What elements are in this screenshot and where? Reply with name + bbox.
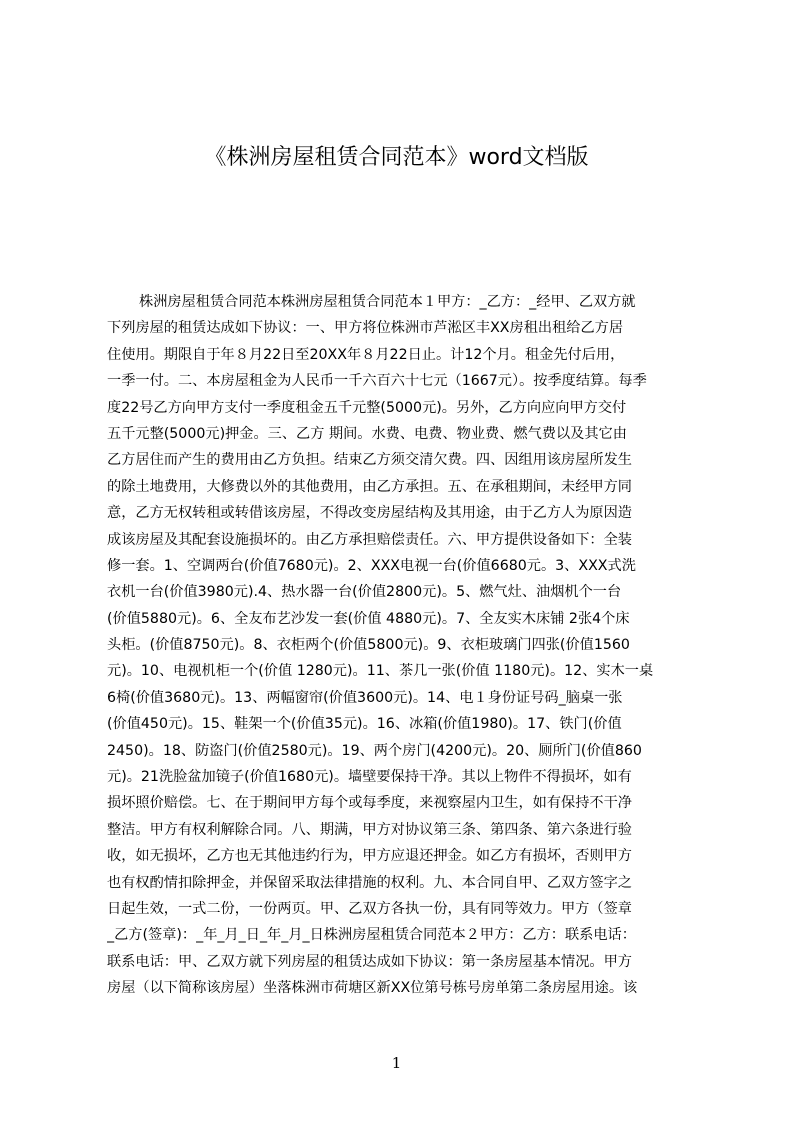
document-body bbox=[107, 289, 699, 1002]
body-line: 下列房屋的租赁达成如下协议：一、甲方将位株洲市芦淞区丰XX房租出租给乙方居 bbox=[107, 320, 624, 337]
body-line: 元)。21洗脸盆加镜子(价值1680元)。墙壁要保持干净。其以上物件不得损坏，如有 bbox=[107, 769, 632, 786]
body-line: 6椅(价值3680元)。13、两幅窗帘(价值3600元)。14、电１身份证号码_脑桌一张 bbox=[107, 689, 623, 706]
body-line: 损坏照价赔偿。七、在于期间甲方每个或每季度，来视察屋内卫生，如有保持不干净 bbox=[107, 795, 632, 812]
body-line: 2450)。18、防盗门(价值2580元)。19、两个房门(4200元)。20、厕所门(价值860 bbox=[107, 742, 642, 759]
body-line: 意，乙方无权转租或转借该房屋，不得改变房屋结构及其用途，由于乙方人为原因造 bbox=[107, 505, 632, 522]
body-line: 乙方居住而产生的费用由乙方负担。结束乙方须交清欠费。四、因组用该房屋所发生 bbox=[107, 452, 632, 469]
body-line: 头柜。(价值8750元)。8、衣柜两个(价值5800元)。9、衣柜玻璃门四张(价值1560 bbox=[107, 637, 630, 654]
body-line: 修一套。1、空调两台(价值7680元)。2、XXX电视一台(价值6680元。3、XXX式洗 bbox=[107, 557, 636, 574]
body-line: 度22号乙方向甲方支付一季度租金五千元整(5000元)。另外，乙方向应向甲方交付 bbox=[107, 399, 627, 416]
body-line: 收，如无损坏，乙方也无其他违约行为，甲方应退还押金。如乙方有损坏，否则甲方 bbox=[107, 848, 632, 865]
body-line: 一季一付。二、本房屋租金为人民币一千六百六十七元（1667元）。按季度结算。每季 bbox=[107, 373, 647, 390]
body-line: 株洲房屋租赁合同范本株洲房屋租赁合同范本１甲方：_乙方：_经甲、乙双方就 bbox=[139, 294, 636, 310]
body-line: (价值5880元)。6、全友布艺沙发一套(价值 4880元)。7、全友实木床铺 2张4个床 bbox=[107, 610, 630, 627]
body-line: 元)。10、电视机柜一个(价值 1280元)。11、茶几一张(价值 1180元)。12、实木一桌 bbox=[107, 663, 654, 680]
body-line: 房屋（以下简称该房屋）坐落株洲市荷塘区新XX位第号栋号房单第二条房屋用途。该 bbox=[107, 980, 638, 997]
body-line: 联系电话：甲、乙双方就下列房屋的租赁达成如下协议：第一条房屋基本情况。甲方 bbox=[107, 953, 632, 970]
body-line: (价值450元)。15、鞋架一个(价值35元)。16、冰箱(价值1980)。17、铁门(价值 bbox=[107, 716, 622, 733]
body-line: 五千元整(5000元)押金。三、乙方 期间。水费、电费、物业费、燃气费以及其它由 bbox=[107, 425, 627, 442]
body-line: 的除土地费用，大修费以外的其他费用，由乙方承担。五、在承租期间，未经甲方同 bbox=[107, 478, 632, 495]
page-number: 1 bbox=[391, 1054, 402, 1072]
body-line: 日起生效，一式二份，一份两页。甲、乙双方各执一份，具有同等效力。甲方（签章 bbox=[107, 900, 632, 917]
body-line: 住使用。期限自于年８月22日至20XX年８月22日止。计12个月。租金先付后用， bbox=[107, 346, 625, 363]
body-line: 成该房屋及其配套设施损坏的。由乙方承担赔偿责任。六、甲方提供设备如下：全装 bbox=[107, 531, 632, 548]
document-title: 《株洲房屋租赁合同范本》word文档版 bbox=[204, 145, 589, 170]
body-line: 也有权酌情扣除押金，并保留采取法律措施的权利。九、本合同自甲、乙双方签字之 bbox=[107, 874, 632, 891]
body-line: 衣机一台(价值3980元).4、热水器一台(价值2800元)。5、燃气灶、油烟机个一台 bbox=[107, 584, 622, 601]
body-line: _乙方(签章)：_年_月_日_年_月_日株洲房屋租赁合同范本２甲方：乙方：联系电话： bbox=[107, 927, 636, 944]
body-line: 整洁。甲方有权利解除合同。八、期满，甲方对协议第三条、第四条、第六条进行验 bbox=[107, 821, 632, 838]
